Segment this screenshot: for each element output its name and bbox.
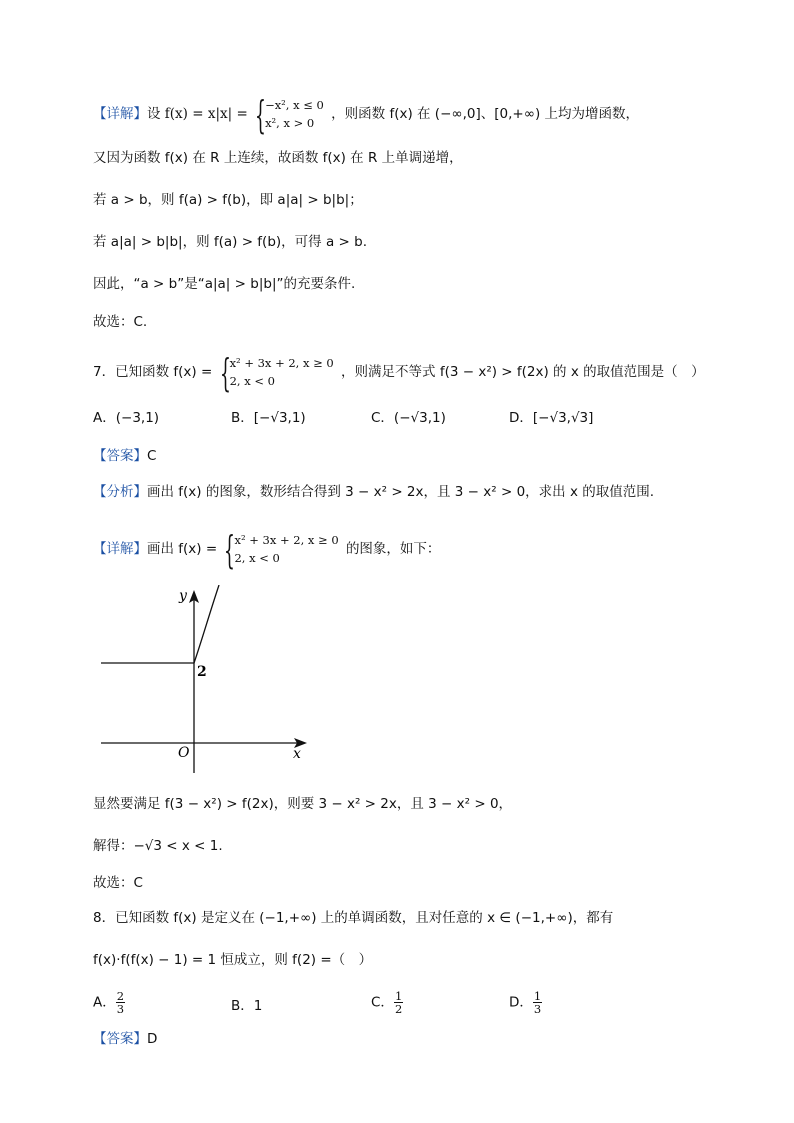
fraction [116,990,125,1015]
q6-line3: 若 a > b，则 f(a) > f(b)，即 a|a| > b|b|； [93,192,363,208]
piecewise-cases [219,351,334,395]
option-c [371,990,403,1015]
option-d [509,990,542,1015]
option-a: A．(−3,1) [93,410,160,426]
q6-detail-line1 [93,93,640,137]
fraction [394,990,403,1015]
numerator: 1 [533,989,542,1003]
denominator: 3 [533,1002,542,1016]
q6-answer: 故选：C. [93,314,148,330]
q6-line5: 因此，“a > b”是“a|a| > b|b|”的充要条件. [93,276,356,292]
q7-after-graph: 显然要满足 f(3 − x²) > f(2x)，则要 3 − x² > 2x，且 3 − x² > 0， [93,796,513,812]
q7-options [93,408,713,430]
case-2: 2, x < 0 [234,551,280,565]
numerator: 2 [116,989,125,1003]
q7-stem-suffix: ，则满足不等式 f(3 − x²) > f(2x) 的 x 的取值范围是（ ） [341,364,705,380]
y-label: y [179,588,187,604]
q7-detail-line [93,528,441,572]
x-label: x [293,746,301,762]
answer-tag: 【答案】 [93,448,147,464]
option-b: B．1 [231,998,263,1014]
parabola-branch [194,585,219,663]
q7-answer-line [93,446,156,466]
q8-answer: D [147,1031,158,1047]
case-2: x², x > 0 [265,116,315,130]
answer-tag: 【答案】 [93,1031,147,1047]
option-c-label: C． [371,994,394,1011]
detail-tag: 【详解】 [93,541,147,557]
q8-stem-line2: f(x)·f(f(x) − 1) = 1 恒成立，则 f(2) =（ ） [93,952,373,968]
q7-choose: 故选：C [93,875,143,891]
numerator: 1 [394,989,403,1003]
case-2: 2, x < 0 [229,374,275,388]
case-1: x² + 3x + 2, x ≥ 0 [234,533,339,547]
piecewise-cases [224,528,339,572]
case-1: x² + 3x + 2, x ≥ 0 [229,356,334,370]
q7-analysis-line [93,482,654,502]
q7-analysis: 画出 f(x) 的图象，数形结合得到 3 − x² > 2x，且 3 − x² > 0，求出 x 的取值范围. [147,484,655,500]
q7-detail-prefix: 画出 f(x) = [147,541,218,557]
case-1: −x², x ≤ 0 [265,98,324,112]
brace: { [219,351,231,395]
piecewise-cases [255,93,324,137]
q7-detail-suffix: 的图象，如下： [345,541,441,557]
fraction [533,990,542,1015]
q8-stem-line1: 8．已知函数 f(x) 是定义在 (−1,+∞) 上的单调函数，且对任意的 x ∈ (−1,+∞)，都有 [93,910,614,926]
option-c: C．(−√3,1) [371,410,446,426]
q6-line4: 若 a|a| > b|b|，则 f(a) > f(b)，可得 a > b. [93,234,367,250]
q7-stem [93,351,705,395]
brace: { [224,528,236,572]
analysis-tag: 【分析】 [93,484,147,500]
detail-tag: 【详解】 [93,106,147,122]
option-d-label: D． [509,994,533,1011]
q6-line2: 又因为函数 f(x) 在 R 上连续，故函数 f(x) 在 R 上单调递增， [93,150,463,166]
origin-label: O [178,745,190,761]
option-b: B．[−√3,1) [231,410,306,426]
denominator: 2 [394,1002,403,1016]
function-graph [95,585,315,780]
q7-solve: 解得：−√3 < x < 1. [93,838,223,854]
q6-intro: 设 f(x) = x|x| = [147,106,248,122]
q7-stem-prefix: 7．已知函数 f(x) = [93,364,213,380]
q6-after: ，则函数 f(x) 在 (−∞,0]、[0,+∞) 上均为增函数， [331,106,640,122]
option-a-label: A． [93,994,116,1011]
option-d: D．[−√3,√3] [509,410,594,426]
brace: { [255,93,266,137]
q8-options [93,990,713,1018]
q8-answer-line [93,1029,157,1049]
intercept-label: 2 [197,664,207,680]
q7-answer: C [147,448,157,464]
option-a [93,990,125,1015]
denominator: 3 [116,1002,125,1016]
